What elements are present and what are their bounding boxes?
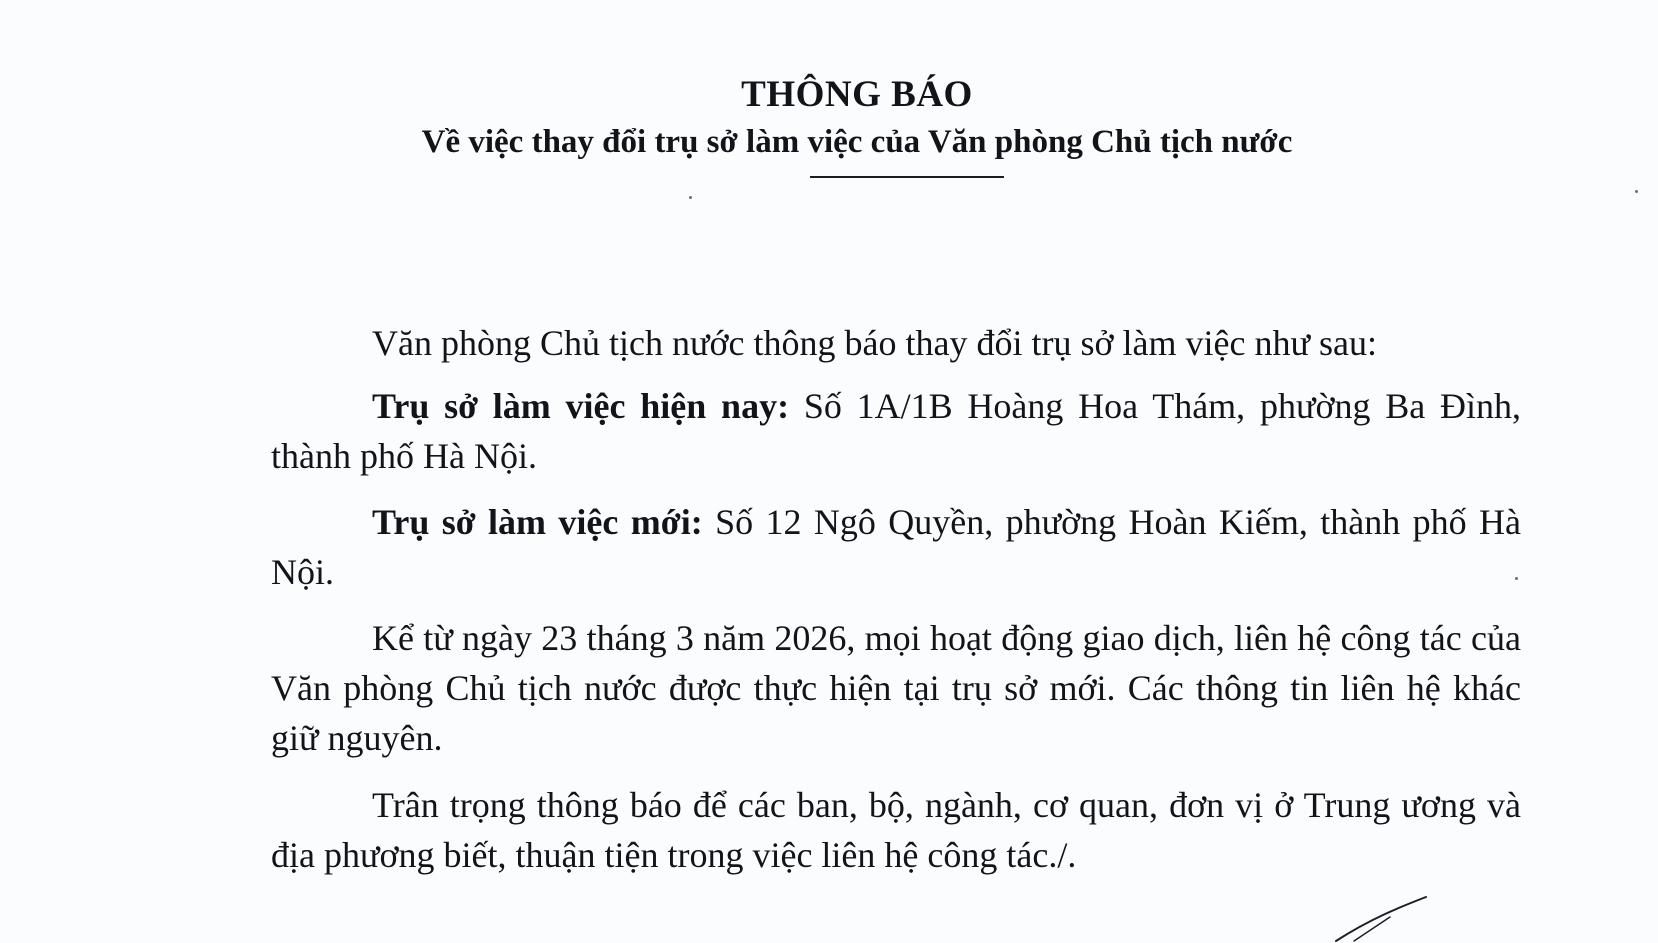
current-office-address: Số 1A/1B Hoàng Hoa Thám, phường Ba Đình, thành phố Hà Nội. xyxy=(271,386,1522,476)
scan-speck xyxy=(1515,577,1518,580)
notice-subtitle: Về việc thay đổi trụ sở làm việc của Văn phòng Chủ tịch nước xyxy=(421,124,1293,160)
current-office-label: Trụ sở làm việc hiện nay: xyxy=(372,386,790,426)
signature-stroke-icon xyxy=(1330,895,1430,943)
current-office-paragraph xyxy=(271,381,1521,481)
new-office-address: Số 12 Ngô Quyền, phường Hoàn Kiếm, thành phố Hà Nội. xyxy=(271,502,1521,592)
new-office-paragraph xyxy=(271,497,1521,597)
scan-speck xyxy=(689,196,692,199)
scan-speck xyxy=(1635,190,1638,193)
closing-paragraph: Trân trọng thông báo để các ban, bộ, ngành, cơ quan, đơn vị ở Trung ương và địa phương biết, thuận tiện trong việc liên hệ công tác./. xyxy=(271,785,1521,875)
title-underline-divider xyxy=(810,176,1004,178)
intro-paragraph: Văn phòng Chủ tịch nước thông báo thay đổi trụ sở làm việc như sau: xyxy=(372,323,1377,363)
new-office-label: Trụ sở làm việc mới: xyxy=(372,502,703,542)
effective-date-paragraph: Kể từ ngày 23 tháng 3 năm 2026, mọi hoạt động giao dịch, liên hệ công tác của Văn phòng Chủ tịch nước được thực hiện tại trụ sở mới. Các thông tin liên hệ khác giữ nguyên. xyxy=(271,618,1521,758)
notice-title: THÔNG BÁO xyxy=(741,74,973,115)
